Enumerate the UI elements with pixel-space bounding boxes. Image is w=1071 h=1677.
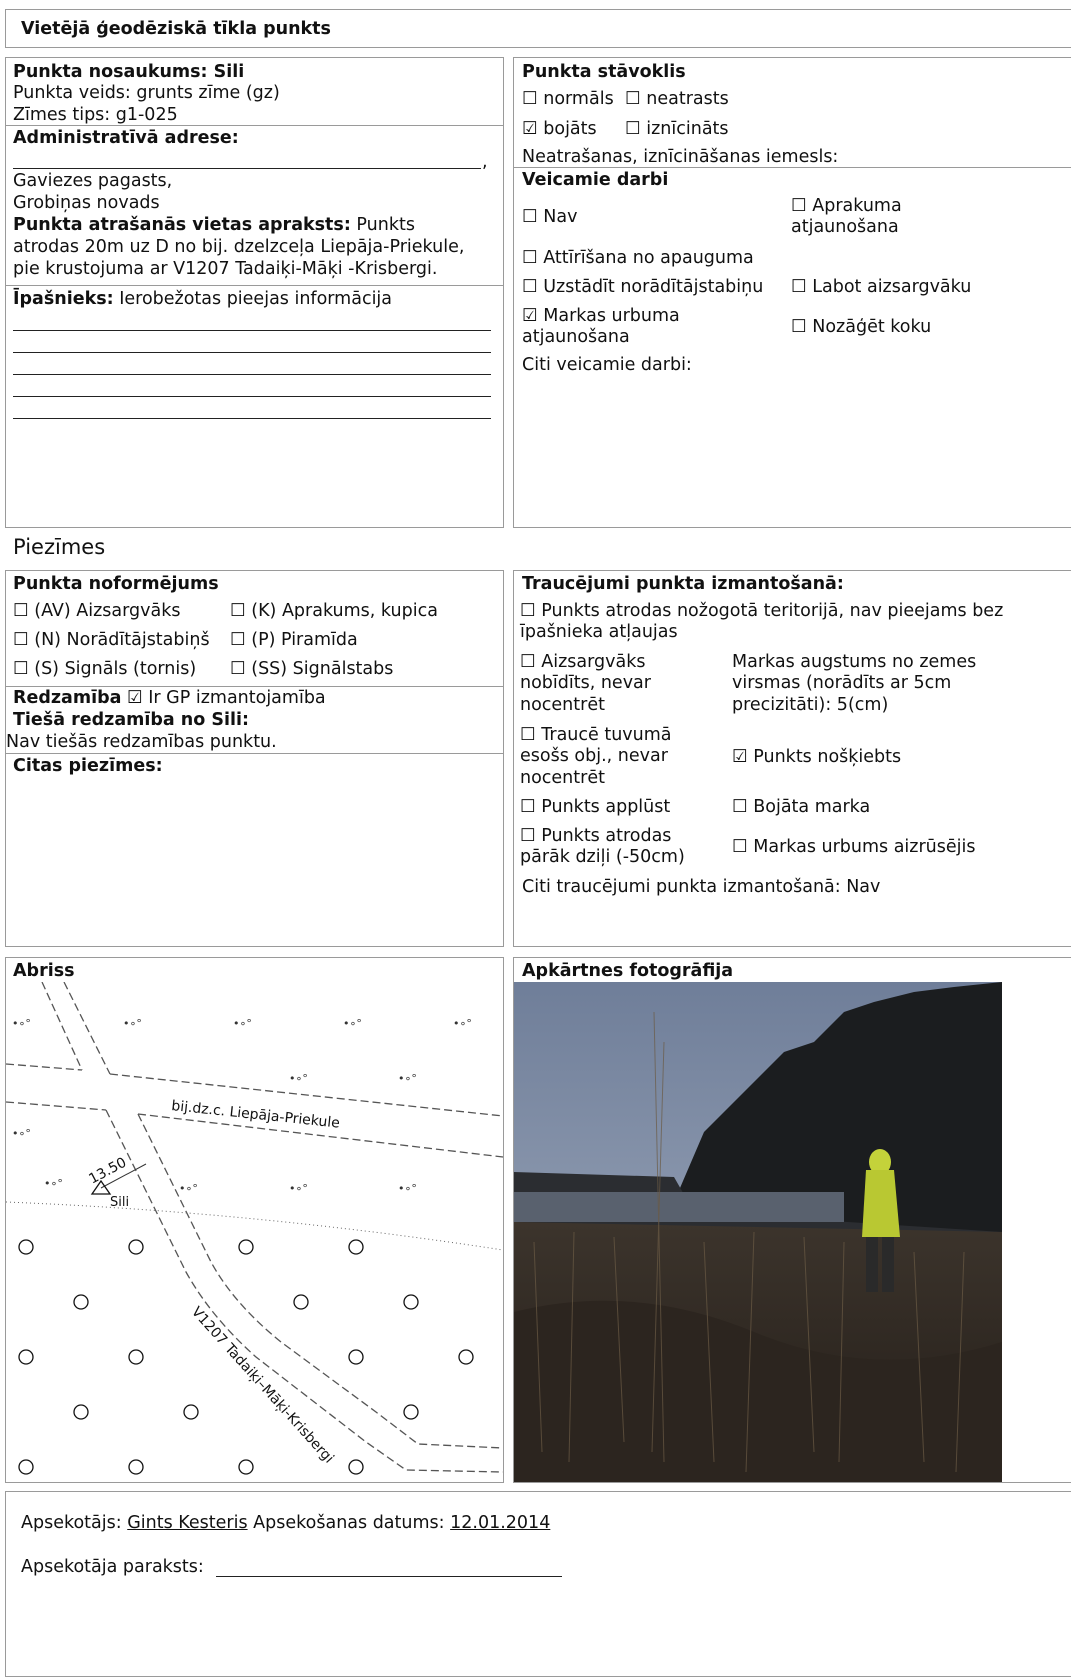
owner-line — [13, 352, 491, 353]
obstacles-title: Traucējumi punkta izmantošanā: — [522, 574, 844, 594]
visibility-label: Redzamība — [13, 688, 122, 708]
distance-label: 13.50 — [86, 1154, 130, 1188]
obstacles-section — [513, 570, 1071, 947]
design-p[interactable]: ☐ (P) Piramīda — [230, 630, 358, 650]
location-line-2: atrodas 20m uz D no bij. dzelzceļa Liepāja-Priekule, — [13, 237, 465, 257]
point-label: Sili — [110, 1195, 130, 1210]
circle-symbol-icon — [74, 1405, 88, 1419]
obstacle-too-deep[interactable]: ☐ Punkts atrodas pārāk dziļi (-50cm) — [520, 826, 685, 868]
design-k[interactable]: ☐ (K) Aprakums, kupica — [230, 601, 438, 621]
divider — [6, 125, 503, 126]
tree-cluster-icon: •∘° — [123, 1017, 142, 1030]
owner-line — [13, 418, 491, 419]
circle-symbol-icon — [459, 1350, 473, 1364]
tree-cluster-icon: •∘° — [12, 1127, 31, 1140]
circle-symbol-icon — [129, 1240, 143, 1254]
owner — [13, 289, 392, 310]
tree-cluster-icon: •∘° — [398, 1072, 417, 1085]
other-notes-label: Citas piezīmes: — [13, 756, 163, 776]
obstacle-damaged-mark[interactable]: ☐ Bojāta marka — [732, 797, 871, 817]
direct-visibility-value: Nav tiešās redzamības punktu. — [6, 732, 277, 752]
circle-symbol-icon — [184, 1405, 198, 1419]
visibility-line — [13, 688, 326, 709]
state-destroyed[interactable]: ☐ iznīcināts — [625, 119, 729, 139]
circle-symbol-icon — [74, 1295, 88, 1309]
direct-visibility-label: Tiešā redzamība no Sili: — [13, 710, 249, 730]
admin-address-label: Administratīvā adrese: — [13, 128, 239, 148]
circle-symbol-icon — [239, 1240, 253, 1254]
sketch-title: Abriss — [13, 961, 75, 981]
footer-section — [5, 1491, 1071, 1677]
photo-section — [513, 957, 1071, 1483]
works-other-label: Citi veicamie darbi: — [522, 355, 692, 375]
sketch-section — [5, 957, 504, 1483]
circle-symbol-icon — [129, 1460, 143, 1474]
sketch-map — [6, 982, 505, 1482]
tree-cluster-icon: •∘° — [453, 1017, 472, 1030]
point-name: Punkta nosaukums: Sili — [13, 62, 245, 82]
address-comma: , — [482, 152, 488, 172]
header-box — [5, 9, 1071, 48]
works-install-post[interactable]: ☐ Uzstādīt norādītājstabiņu — [522, 277, 764, 297]
visibility-value: ☑ Ir GP izmantojamība — [121, 688, 326, 708]
circle-symbol-icon — [19, 1460, 33, 1474]
state-section — [513, 57, 1071, 528]
tree-cluster-icon: •∘° — [289, 1072, 308, 1085]
state-not-found[interactable]: ☐ neatrasts — [625, 89, 729, 109]
date-label: Apsekošanas datums: — [253, 1513, 445, 1533]
design-section — [5, 570, 504, 947]
circle-symbol-icon — [129, 1350, 143, 1364]
divider — [6, 686, 503, 687]
tree-cluster-icon: •∘° — [289, 1182, 308, 1195]
obstacle-restricted[interactable]: ☐ Punkts atrodas nožogotā teritorijā, nav pieejams bez īpašnieka atļaujas — [520, 601, 1004, 643]
inspector-name: Gints Kesteris — [127, 1513, 248, 1533]
owner-label: Īpašnieks: — [13, 289, 114, 309]
circle-symbol-icon — [404, 1295, 418, 1309]
tree-cluster-icon: •∘° — [233, 1017, 252, 1030]
road-label: V1207 Tadaiķi–Māķi-Krisbergi — [188, 1303, 337, 1467]
works-restore-burial[interactable]: ☐ Aprakuma atjaunošana — [791, 196, 902, 238]
mark-height: Markas augstums no zemes virsmas (norādīts ar 5cm precizitāti): 5(cm) — [732, 652, 977, 715]
obstacle-flooded[interactable]: ☐ Punkts applūst — [520, 797, 671, 817]
tree-cluster-icon: •∘° — [343, 1017, 362, 1030]
divider — [6, 285, 503, 286]
state-title: Punkta stāvoklis — [522, 62, 686, 82]
tree-cluster-icon: •∘° — [12, 1017, 31, 1030]
sign-type: Zīmes tips: g1-025 — [13, 105, 178, 125]
page-title: Vietējā ģeodēziskā tīkla punkts — [21, 19, 331, 39]
point-info-section — [5, 57, 504, 528]
circle-symbol-icon — [239, 1460, 253, 1474]
reason-label: Neatrašanas, iznīcināšanas iemesls: — [522, 147, 839, 167]
works-fix-guard[interactable]: ☐ Labot aizsargvāku — [791, 277, 972, 297]
location-label: Punkta atrašanās vietas apraksts: — [13, 215, 351, 235]
tree-cluster-icon: •∘° — [44, 1177, 63, 1190]
circle-symbol-icon — [349, 1460, 363, 1474]
design-n[interactable]: ☐ (N) Norādītājstabiņš — [13, 630, 210, 650]
surroundings-photo — [514, 982, 1002, 1482]
circle-symbol-icon — [349, 1350, 363, 1364]
design-s[interactable]: ☐ (S) Signāls (tornis) — [13, 659, 197, 679]
obstacle-drill-silted[interactable]: ☐ Markas urbums aizrūsējis — [732, 837, 976, 857]
point-type: Punkta veids: grunts zīme (gz) — [13, 83, 280, 103]
date-value: 12.01.2014 — [450, 1513, 551, 1533]
signature-line — [216, 1576, 562, 1577]
divider — [514, 167, 1071, 168]
design-av[interactable]: ☐ (AV) Aizsargvāks — [13, 601, 181, 621]
owner-line — [13, 374, 491, 375]
works-restore-drill[interactable]: ☑ Markas urbuma atjaunošana — [522, 306, 680, 348]
design-title: Punkta noformējums — [13, 574, 219, 594]
parish: Gaviezes pagasts, — [13, 171, 173, 191]
location-line-1 — [13, 215, 415, 236]
photo-title: Apkārtnes fotogrāfija — [522, 961, 734, 981]
inspector-label: Apsekotājs: — [21, 1513, 122, 1533]
tree-cluster-icon: •∘° — [179, 1182, 198, 1195]
owner-line — [13, 396, 491, 397]
circle-symbol-icon — [294, 1295, 308, 1309]
signature-label: Apsekotāja paraksts: — [21, 1557, 204, 1577]
railway-label: bij.dz.c. Liepāja-Priekule — [170, 1098, 341, 1132]
obstacle-guard-moved[interactable]: ☐ Aizsargvāks nobīdīts, nevar nocentrēt — [520, 652, 651, 715]
works-none[interactable]: ☐ Nav — [522, 207, 578, 227]
circle-symbol-icon — [404, 1405, 418, 1419]
county: Grobiņas novads — [13, 193, 160, 213]
address-line — [13, 168, 481, 169]
tree-cluster-icon: •∘° — [398, 1182, 417, 1195]
inspector-line — [21, 1513, 550, 1534]
obstacle-tilted[interactable]: ☑ Punkts nošķiebts — [732, 747, 902, 767]
notes-title: Piezīmes — [13, 535, 106, 559]
circle-symbol-icon — [19, 1350, 33, 1364]
location-text-1: Punkts — [350, 215, 415, 235]
obstacle-nearby-objects[interactable]: ☐ Traucē tuvumā esošs obj., nevar nocentrēt — [520, 725, 672, 788]
owner-line — [13, 330, 491, 331]
works-cut-tree[interactable]: ☐ Nozāģēt koku — [791, 317, 932, 337]
location-line-3: pie krustojuma ar V1207 Tadaiķi-Māķi -Krisbergi. — [13, 259, 438, 279]
obstacle-other: Citi traucējumi punkta izmantošanā: Nav — [522, 877, 881, 897]
works-title: Veicamie darbi — [522, 170, 669, 190]
divider — [6, 753, 503, 754]
circle-symbol-icon — [349, 1240, 363, 1254]
circle-symbol-icon — [19, 1240, 33, 1254]
state-damaged[interactable]: ☑ bojāts — [522, 119, 597, 139]
design-ss[interactable]: ☐ (SS) Signālstabs — [230, 659, 394, 679]
works-clear-growth[interactable]: ☐ Attīrīšana no apauguma — [522, 248, 754, 268]
state-normal[interactable]: ☐ normāls — [522, 89, 614, 109]
owner-value: Ierobežotas pieejas informācija — [113, 289, 393, 309]
